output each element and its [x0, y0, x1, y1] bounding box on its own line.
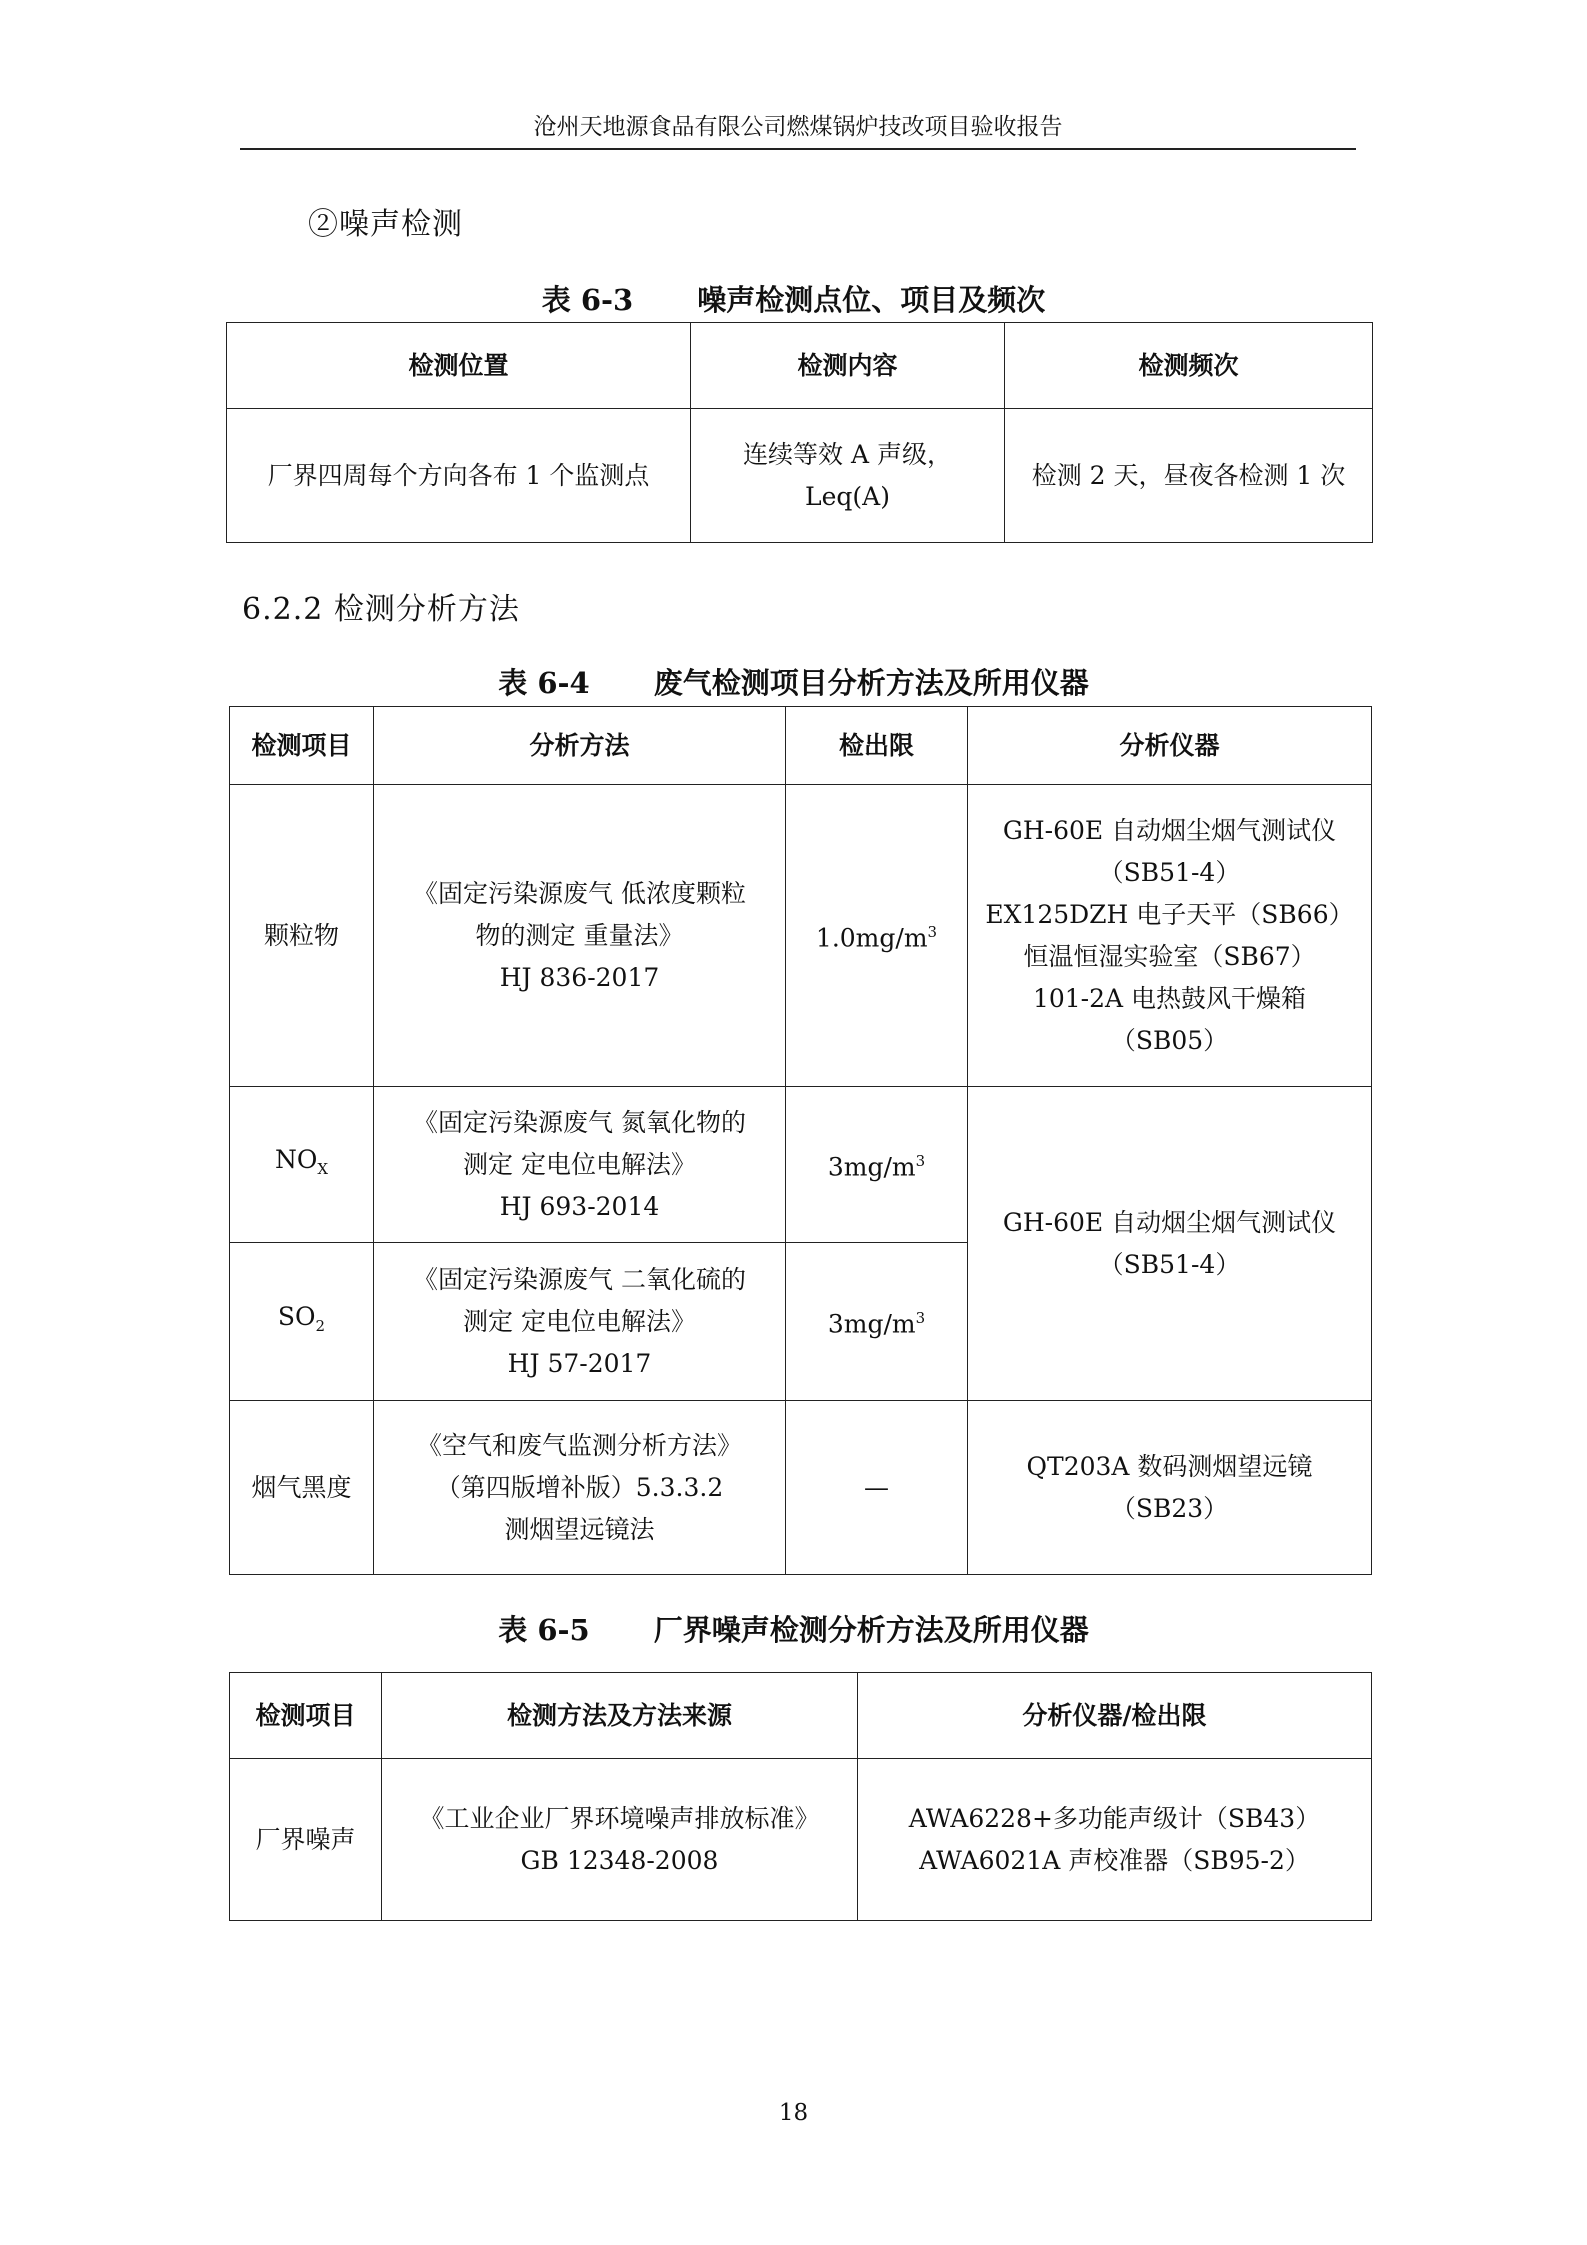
table-cell: 烟气黑度	[230, 1401, 374, 1575]
table-6-5-title: 厂界噪声检测分析方法及所用仪器	[653, 1613, 1089, 1647]
table-cell	[786, 1243, 968, 1401]
table-6-4-row	[230, 1087, 1372, 1243]
table-cell: QT203A 数码测烟望远镜 （SB23）	[968, 1401, 1372, 1575]
table-6-3	[226, 322, 1373, 543]
item-value: SO	[277, 1302, 316, 1331]
limit-value: 3mg/m	[827, 1309, 916, 1339]
table-cell: AWA6228+多功能声级计（SB43） AWA6021A 声校准器（SB95-2）	[858, 1759, 1372, 1921]
table-cell: 检测 2 天，昼夜各检测 1 次	[1005, 409, 1373, 543]
item-subscript: X	[317, 1160, 329, 1178]
table-6-4-number: 表 6-4	[498, 666, 590, 700]
table-6-5-number: 表 6-5	[498, 1613, 590, 1647]
table-6-5-header-row	[230, 1673, 1372, 1759]
table-6-3-number: 表 6-3	[541, 283, 634, 317]
table-cell: —	[786, 1401, 968, 1575]
table-cell	[786, 1087, 968, 1243]
table-6-4-header-cell: 分析方法	[374, 707, 786, 785]
table-6-4-row	[230, 785, 1372, 1087]
table-cell	[230, 1087, 374, 1243]
table-6-5	[229, 1672, 1372, 1921]
table-6-5-header-cell: 检测方法及方法来源	[382, 1673, 858, 1759]
table-6-4-header-cell: 检测项目	[230, 707, 374, 785]
table-6-5-row	[230, 1759, 1372, 1921]
table-6-3-caption	[0, 280, 1587, 320]
table-6-4-caption	[0, 663, 1587, 703]
table-6-4-header-cell: 分析仪器	[968, 707, 1372, 785]
table-cell-merged: GH-60E 自动烟尘烟气测试仪 （SB51-4）	[968, 1087, 1372, 1401]
limit-superscript: 3	[927, 923, 938, 942]
limit-value: 3mg/m	[827, 1152, 916, 1182]
table-cell: 《固定污染源废气 低浓度颗粒 物的测定 重量法》 HJ 836-2017	[374, 785, 786, 1087]
section-6-2-2-heading: 6.2.2 检测分析方法	[242, 592, 520, 627]
table-cell	[786, 785, 968, 1087]
table-6-3-header-cell: 检测位置	[227, 323, 691, 409]
table-6-4-row	[230, 1401, 1372, 1575]
table-cell: 厂界四周每个方向各布 1 个监测点	[227, 409, 691, 543]
table-6-4	[229, 706, 1372, 1575]
section-noise-heading: ②噪声检测	[308, 207, 463, 242]
table-6-3-header-row	[227, 323, 1373, 409]
limit-superscript: 3	[915, 1152, 926, 1171]
table-6-5-header-cell: 分析仪器/检出限	[858, 1673, 1372, 1759]
table-6-3-title: 噪声检测点位、项目及频次	[697, 283, 1046, 317]
table-cell: GH-60E 自动烟尘烟气测试仪 （SB51-4） EX125DZH 电子天平（SB66） 恒温恒湿实验室（SB67） 101-2A 电热鼓风干燥箱 （SB05）	[968, 785, 1372, 1087]
page-header: 沧州天地源食品有限公司燃煤锅炉技改项目验收报告	[533, 114, 1063, 140]
table-cell: 颗粒物	[230, 785, 374, 1087]
table-cell: 《固定污染源废气 氮氧化物的 测定 定电位电解法》 HJ 693-2014	[374, 1087, 786, 1243]
table-cell: 《固定污染源废气 二氧化硫的 测定 定电位电解法》 HJ 57-2017	[374, 1243, 786, 1401]
table-6-3-row	[227, 409, 1373, 543]
table-6-5-header-cell: 检测项目	[230, 1673, 382, 1759]
item-subscript: 2	[315, 1317, 326, 1335]
table-6-3-header-cell: 检测频次	[1005, 323, 1373, 409]
limit-value: 1.0mg/m	[815, 923, 928, 953]
table-6-4-title: 废气检测项目分析方法及所用仪器	[653, 666, 1089, 700]
table-cell	[230, 1243, 374, 1401]
item-value: NO	[274, 1145, 318, 1174]
table-cell: 连续等效 A 声级， Leq(A)	[691, 409, 1005, 543]
table-cell: 《空气和废气监测分析方法》 （第四版增补版）5.3.3.2 测烟望远镜法	[374, 1401, 786, 1575]
table-cell: 厂界噪声	[230, 1759, 382, 1921]
table-cell: 《工业企业厂界环境噪声排放标准》 GB 12348-2008	[382, 1759, 858, 1921]
table-6-5-caption	[0, 1610, 1587, 1650]
table-6-3-header-cell: 检测内容	[691, 323, 1005, 409]
table-6-4-header-row	[230, 707, 1372, 785]
header-rule	[240, 148, 1356, 150]
limit-superscript: 3	[915, 1309, 926, 1328]
page-number: 18	[778, 2100, 809, 2126]
table-6-4-header-cell: 检出限	[786, 707, 968, 785]
